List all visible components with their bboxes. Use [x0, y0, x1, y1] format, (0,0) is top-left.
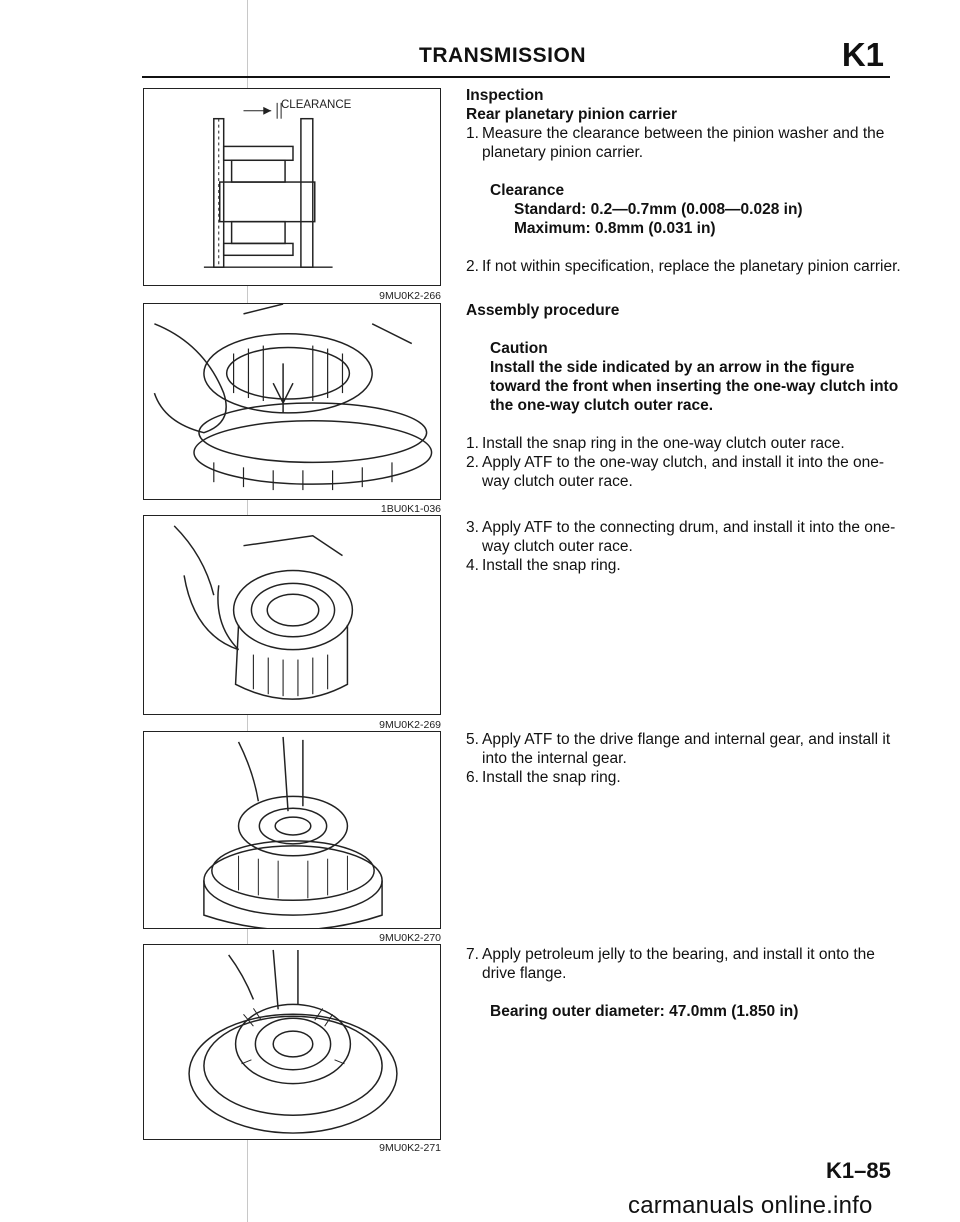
clearance-standard: Standard: 0.2—0.7mm (0.008—0.028 in)	[514, 201, 803, 218]
section-code: K1	[841, 36, 884, 73]
assembly-step-5	[466, 730, 906, 768]
step-number: 2.	[466, 258, 479, 275]
figure-bearing	[143, 944, 441, 1140]
inspection-heading: Inspection	[466, 87, 544, 104]
bearing-illustration	[144, 945, 440, 1139]
watermark: carmanuals online.info	[628, 1192, 873, 1219]
step-text: Install the snap ring in the one-way clutch outer race.	[482, 435, 845, 452]
caution-text: Install the side indicated by an arrow in the figure toward the front when inserting the one-way clutch into the one-way clutch outer race.	[490, 359, 899, 414]
step-text: If not within specification, replace the planetary pinion carrier.	[482, 258, 901, 275]
figure-code-270: 9MU0K2-270	[379, 932, 441, 944]
clearance-maximum: Maximum: 0.8mm (0.031 in)	[514, 220, 716, 237]
step-number: 1.	[466, 435, 479, 452]
step-text: Apply ATF to the one-way clutch, and install it into the one-way clutch outer race.	[482, 454, 885, 490]
figure-one-way-clutch	[143, 303, 441, 500]
bearing-spec: Bearing outer diameter: 47.0mm (1.850 in)	[490, 1003, 799, 1020]
page-header	[142, 36, 892, 78]
step-number: 2.	[466, 454, 479, 471]
assembly-step-7	[466, 945, 906, 983]
clearance-title: Clearance	[490, 182, 565, 199]
figure-connecting-drum	[143, 515, 441, 715]
drive-flange-illustration	[144, 732, 440, 928]
step-number: 6.	[466, 769, 479, 786]
step-text: Install the snap ring.	[482, 557, 621, 574]
step-number: 4.	[466, 557, 479, 574]
clearance-diagram-illustration	[144, 89, 440, 285]
assembly-step-6	[466, 768, 906, 787]
assembly-section	[466, 301, 906, 491]
connecting-drum-illustration	[144, 516, 440, 714]
one-way-clutch-illustration	[144, 304, 440, 499]
figure-clearance-diagram	[143, 88, 441, 286]
figure-code-269: 9MU0K2-269	[379, 719, 441, 731]
assembly-step-2	[466, 453, 906, 491]
assembly-step-4	[466, 556, 906, 575]
figure-code-266: 9MU0K2-266	[379, 290, 441, 302]
header-divider	[142, 76, 890, 78]
inspection-subheading: Rear planetary pinion carrier	[466, 106, 678, 123]
step-text: Apply ATF to the drive flange and internal gear, and install it into the internal gear.	[482, 731, 891, 767]
figure-code-271: 9MU0K2-271	[379, 1142, 441, 1154]
clearance-label: CLEARANCE	[281, 99, 352, 111]
assembly-step-1	[466, 434, 906, 453]
step-text: Install the snap ring.	[482, 769, 621, 786]
clearance-spec	[466, 181, 906, 238]
caution-block	[466, 339, 906, 415]
step-number: 5.	[466, 731, 479, 748]
inspection-section	[466, 86, 906, 276]
step-text: Apply petroleum jelly to the bearing, and install it onto the drive flange.	[482, 946, 875, 982]
assembly-step-3	[466, 518, 906, 556]
page-title: TRANSMISSION	[419, 44, 587, 67]
step-text: Apply ATF to the connecting drum, and install it into the one-way clutch outer race.	[482, 519, 896, 555]
assembly-steps-5-6	[466, 730, 906, 787]
step-text: Measure the clearance between the pinion washer and the planetary pinion carrier.	[482, 125, 885, 161]
inspection-step-1	[466, 124, 906, 162]
caution-title: Caution	[490, 340, 548, 357]
figure-code-036: 1BU0K1-036	[380, 503, 441, 515]
step-number: 7.	[466, 946, 479, 963]
assembly-step-7-block	[466, 945, 906, 1021]
assembly-heading: Assembly procedure	[466, 302, 620, 319]
step-number: 1.	[466, 125, 479, 142]
assembly-steps-3-4	[466, 518, 906, 575]
figure-drive-flange	[143, 731, 441, 929]
step-number: 3.	[466, 519, 479, 536]
inspection-step-2	[466, 257, 906, 276]
page-number: K1–85	[826, 1158, 891, 1183]
